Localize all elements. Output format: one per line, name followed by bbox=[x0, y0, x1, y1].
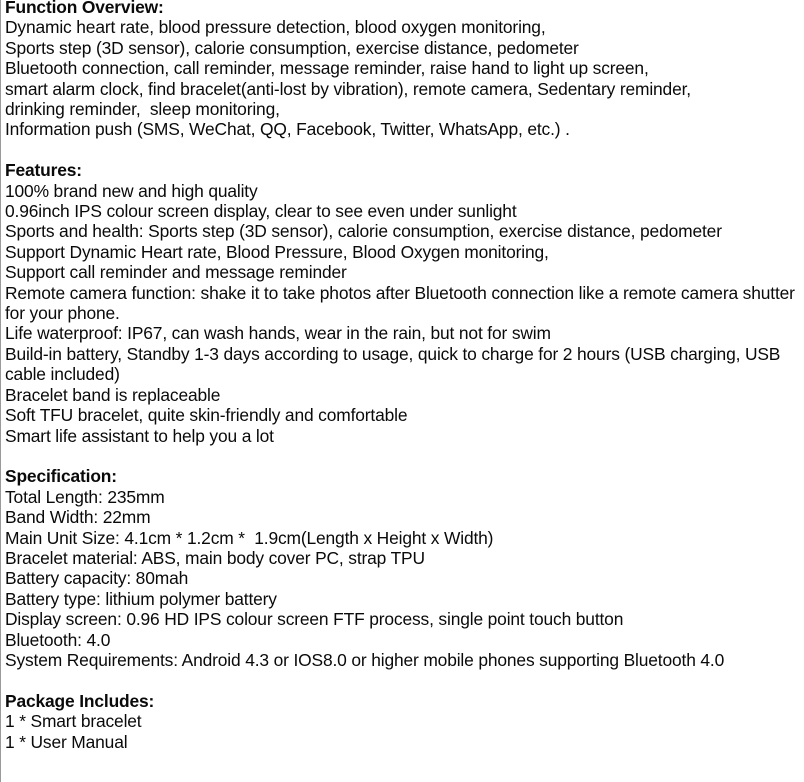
section-line: Dynamic heart rate, blood pressure detection, blood oxygen monitoring, bbox=[5, 17, 546, 38]
section-line: 100% brand new and high quality bbox=[5, 180, 258, 201]
section-line: Support call reminder and message reminder bbox=[5, 262, 347, 283]
section-line: Information push (SMS, WeChat, QQ, Facebook, Twitter, WhatsApp, etc.) . bbox=[5, 119, 570, 140]
section-line: Bluetooth connection, call reminder, message reminder, raise hand to light up screen, bbox=[5, 58, 649, 79]
section-line: Display screen: 0.96 HD IPS colour screen FTF process, single point touch button bbox=[5, 609, 624, 630]
section-heading: Function Overview: bbox=[5, 0, 164, 17]
section-heading: Specification: bbox=[5, 466, 117, 487]
section-line: Sports and health: Sports step (3D sensor), calorie consumption, exercise distance, pedometer bbox=[5, 221, 722, 242]
section-line: Life waterproof: IP67, can wash hands, wear in the rain, but not for swim bbox=[5, 323, 551, 344]
section-line: Support Dynamic Heart rate, Blood Pressure, Blood Oxygen monitoring, bbox=[5, 241, 549, 262]
section-package-includes bbox=[5, 691, 801, 752]
section-line: drinking reminder, sleep monitoring, bbox=[5, 99, 280, 120]
section-line: 0.96inch IPS colour screen display, clear to see even under sunlight bbox=[5, 201, 517, 222]
section-line: Total Length: 235mm bbox=[5, 486, 165, 507]
section-line: Main Unit Size: 4.1cm * 1.2cm * 1.9cm(Length x Height x Width) bbox=[5, 527, 494, 548]
section-line: Bracelet band is replaceable bbox=[5, 384, 221, 405]
section-line: Band Width: 22mm bbox=[5, 507, 151, 528]
section-specification bbox=[5, 466, 801, 670]
section-line: Smart life assistant to help you a lot bbox=[5, 425, 274, 446]
section-line: Bracelet material: ABS, main body cover PC, strap TPU bbox=[5, 547, 425, 568]
section-line: Battery type: lithium polymer battery bbox=[5, 588, 277, 609]
section-heading: Features: bbox=[5, 160, 82, 181]
section-line: Remote camera function: shake it to take photos after Bluetooth connection like a remote camera shutter for your phone. bbox=[5, 282, 800, 324]
section-features bbox=[5, 160, 801, 446]
section-heading: Package Includes: bbox=[5, 690, 155, 711]
section-function-overview bbox=[5, 0, 801, 140]
section-line: 1 * Smart bracelet bbox=[5, 711, 142, 732]
section-line: Bluetooth: 4.0 bbox=[5, 629, 111, 650]
section-line: 1 * User Manual bbox=[5, 731, 128, 752]
section-line: Battery capacity: 80mah bbox=[5, 568, 189, 589]
section-line: Sports step (3D sensor), calorie consumption, exercise distance, pedometer bbox=[5, 37, 579, 58]
section-line: smart alarm clock, find bracelet(anti-lost by vibration), remote camera, Sedentary reminder, bbox=[5, 78, 691, 99]
section-line: Build-in battery, Standby 1-3 days according to usage, quick to charge for 2 hours (USB charging, USB cable included) bbox=[5, 343, 785, 385]
section-line: System Requirements: Android 4.3 or IOS8.0 or higher mobile phones supporting Bluetooth 4.0 bbox=[5, 649, 725, 670]
document-body bbox=[5, 0, 801, 752]
section-line: Soft TFU bracelet, quite skin-friendly and comfortable bbox=[5, 405, 408, 426]
